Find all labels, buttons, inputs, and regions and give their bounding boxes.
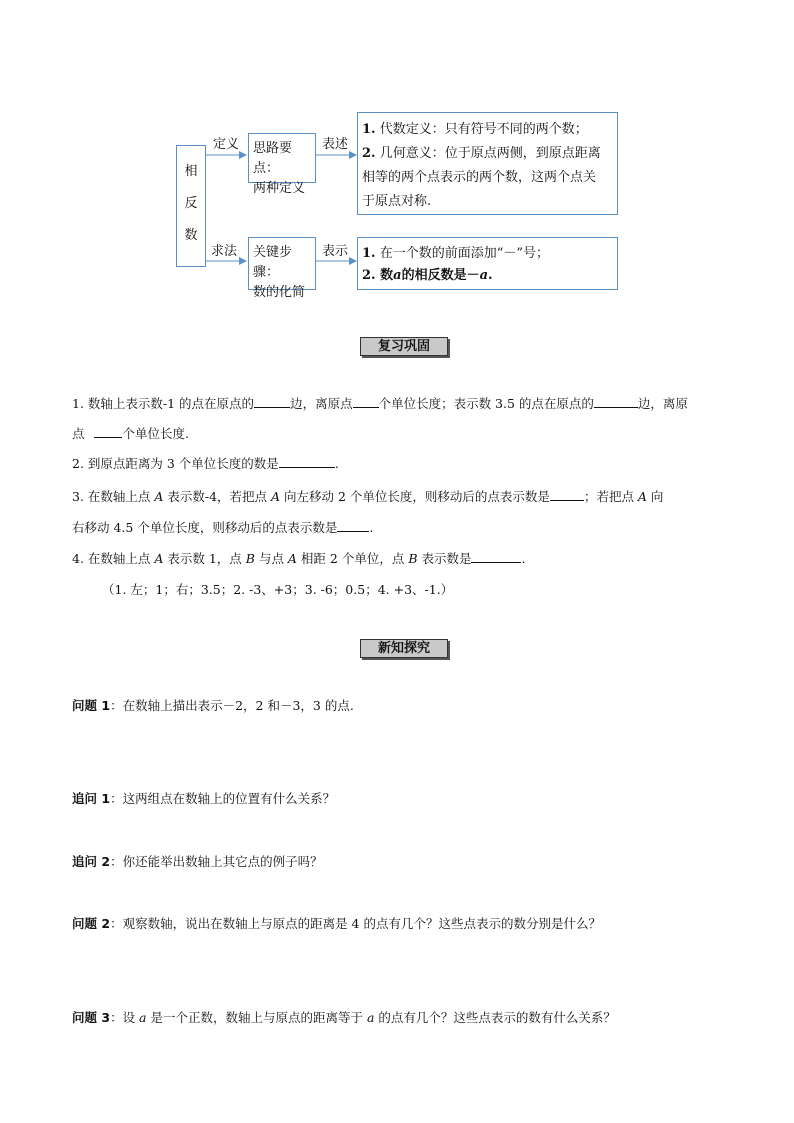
explore-q2: 问题 2：观察数轴，说出在数轴上与原点的距离是 4 的点有几个？这些点表示的数分别是什么？ [72,916,601,931]
root-char-1: 相 [184,164,198,179]
edge-label-method: 求法 [211,244,238,259]
edge-label-expression: 表示 [322,244,349,259]
explore-q3: 问题 3：设 a 是一个正数，数轴上与原点的距离等于 a 的点有几个？这些点表示的数有什么关系？ [72,1010,616,1025]
root-char-2: 反 [184,196,198,211]
detail-1-num: 1. [362,122,376,137]
detail-definitions-box [357,112,618,215]
detail-2-line3: 于原点对称. [362,194,432,209]
review-q2: 2. 到原点距离为 3 个单位长度的数是 . [72,456,339,471]
root-char-3: 数 [184,228,198,243]
review-q1-line2: 点 个单位长度. [72,426,189,441]
method-1-text: 在一个数的前面添加“－”号； [379,246,550,261]
explore-q1: 问题 1：在数轴上描出表示－2，2 和－3，3 的点. [72,698,354,713]
method-2-num: 2. [362,268,376,283]
node-key-line2: 数的化简 [253,285,306,300]
explore-followup2: 追问 2：你还能举出数轴上其它点的例子吗？ [72,854,323,869]
review-q3-line2: 右移动 4.5 个单位长度，则移动后的点表示数是 . [72,520,374,535]
node-key-line1: 关键步骤： [253,245,293,280]
detail-1-text: 代数定义：只有符号不同的两个数； [379,122,588,137]
explore-followup1: 追问 1：这两组点在数轴上的位置有什么关系？ [72,791,336,806]
method-2-mid: 的相反数是－ [401,268,480,283]
method-2-var2: a [479,268,489,283]
method-2-var: a [393,268,402,283]
review-answers: （1. 左；1；右；3.5；2. -3、+3；3. -6；0.5；4. +3、-1.） [102,582,454,597]
explore-header: 新知探究 [360,639,448,658]
concept-root-box [176,145,206,267]
method-1-num: 1. [362,246,376,261]
detail-method-box [357,237,618,290]
method-2-end: . [488,268,493,283]
node-key-steps [248,237,316,300]
detail-2-num: 2. [362,146,376,161]
node-thinking-line2: 两种定义 [253,181,306,196]
edge-label-statement: 表述 [322,137,349,152]
review-q4: 4. 在数轴上点 A 表示数 1，点 B 与点 A 相距 2 个单位，点 B 表示数是 . [72,551,526,566]
detail-2-text: 几何意义：位于原点两侧，到原点距离 [379,146,601,161]
detail-2-line2: 相等的两个点表示的两个数，这两个点关 [362,170,597,185]
edge-label-definition: 定义 [213,137,240,152]
review-header: 复习巩固 [360,337,448,356]
node-thinking-points [248,133,316,196]
review-q3-line1: 3. 在数轴上点 A 表示数-4，若把点 A 向左移动 2 个单位长度，则移动后的点表示数是 ；若把点 A 向 [72,489,664,504]
method-2-pre: 数 [380,268,394,283]
node-thinking-line1: 思路要点： [253,141,293,176]
review-q1-line1: 1. 数轴上表示数-1 的点在原点的 边，离原点 个单位长度；表示数 3.5 的点在原点的 边，离原 [72,396,688,411]
